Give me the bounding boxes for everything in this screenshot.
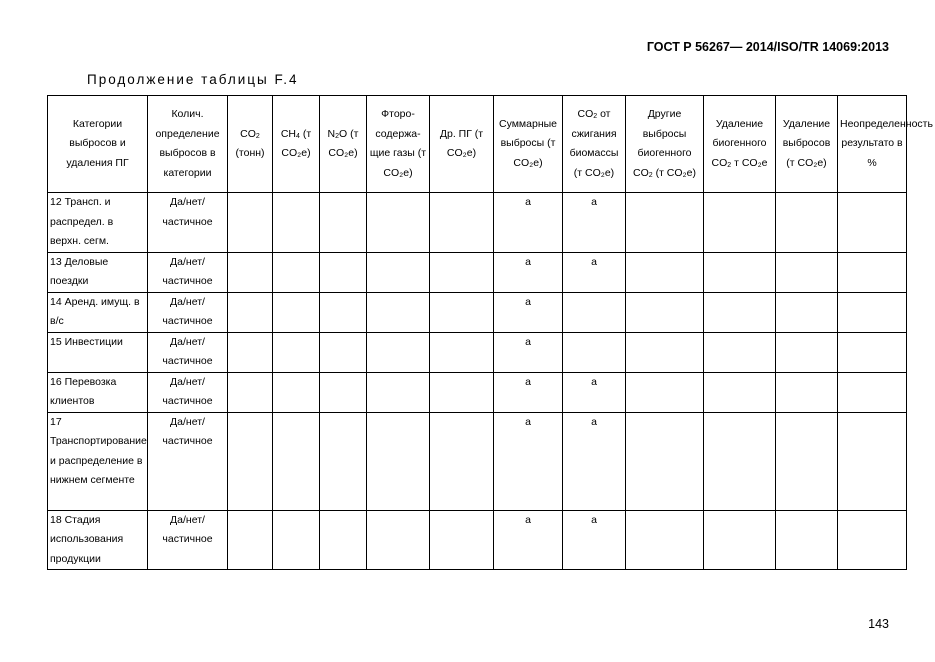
empty-cell [626,193,704,253]
column-header [228,96,273,193]
column-header-subscript: 2 [593,113,598,120]
empty-cell [430,252,494,292]
empty-cell [776,252,838,292]
empty-cell [838,412,907,510]
column-header-text: CO [240,127,256,140]
column-header [367,96,430,193]
empty-cell [228,412,273,510]
column-header-text: (т CO₂e) [652,166,696,179]
page-number: 143 [868,617,889,631]
empty-cell [228,292,273,332]
column-header [494,96,563,193]
biomass-cell [563,292,626,332]
column-header-text: Колич. определение выбросов в категории [155,108,220,179]
quantification-cell: Да/нет/ частичное [148,193,228,253]
empty-cell [704,510,776,570]
column-header-text: Удаление биогенного CO [711,117,767,169]
empty-cell [838,510,907,570]
empty-cell [320,332,367,372]
quantification-cell: Да/нет/ частичное [148,372,228,412]
column-header-text: Неопределенность результато в % [840,117,933,169]
category-cell: 14 Аренд. имущ. в в/с [48,292,148,332]
column-header [430,96,494,193]
empty-cell [367,332,430,372]
empty-cell [320,372,367,412]
empty-cell [776,292,838,332]
empty-cell [228,252,273,292]
quantification-cell: Да/нет/ частичное [148,292,228,332]
empty-cell [273,332,320,372]
column-header-text: Фторо-содержа-щие газы (т CO₂e) [369,108,427,179]
quantification-cell: Да/нет/ частичное [148,332,228,372]
empty-cell [626,252,704,292]
table-row [48,292,907,332]
empty-cell [430,193,494,253]
column-header-text: (тонн) [235,147,265,159]
biomass-cell: а [563,510,626,570]
category-cell: 17 Транспортирование и распределение в нижнем сегменте [48,412,148,510]
empty-cell [320,193,367,253]
empty-cell [626,372,704,412]
empty-cell [704,193,776,253]
empty-cell [367,510,430,570]
column-header-text: т CO₂e [731,156,768,169]
empty-cell [704,332,776,372]
column-header-text: Др. ПГ (т CO₂e) [439,127,484,159]
empty-cell [430,510,494,570]
column-header [704,96,776,193]
empty-cell [776,510,838,570]
empty-cell [838,372,907,412]
column-header [148,96,228,193]
table-row [48,332,907,372]
empty-cell [838,193,907,253]
empty-cell [430,332,494,372]
empty-cell [626,412,704,510]
total-emissions-cell: а [494,193,563,253]
column-header [48,96,148,193]
total-emissions-cell: а [494,292,563,332]
column-header-text: CH [280,127,297,140]
column-header-text: (т CO₂e) [281,127,312,159]
column-header-text: N [327,127,336,140]
empty-cell [776,332,838,372]
table-row [48,510,907,570]
column-header-text: от сжигания биомассы (т CO₂e) [569,108,619,179]
table-body [48,193,907,570]
biomass-cell: а [563,252,626,292]
empty-cell [626,510,704,570]
document-header: ГОСТ Р 56267— 2014/ISO/TR 14069:2013 [646,40,889,54]
total-emissions-cell: а [494,252,563,292]
empty-cell [776,412,838,510]
column-header-text: Другие выбросы биогенного CO [633,108,692,179]
column-header-text: CO [577,108,594,120]
column-header-subscript: 4 [296,132,300,140]
category-cell: 18 Стадия использования продукции [48,510,148,570]
empty-cell [626,292,704,332]
column-header [273,96,320,193]
quantification-cell: Да/нет/ частичное [148,510,228,570]
column-header-text: Удаление выбросов (т CO₂e) [782,117,831,169]
category-cell: 13 Деловые поездки [48,252,148,292]
empty-cell [367,412,430,510]
emissions-table [47,95,933,570]
empty-cell [704,252,776,292]
category-cell: 12 Трансп. и распредел. в верхн. сегм. [48,193,148,253]
empty-cell [320,510,367,570]
empty-cell [228,372,273,412]
column-header-subscript: 2 [335,132,340,140]
column-header-text: Суммарные выбросы (т CO₂e) [498,117,558,169]
column-header [563,96,626,193]
empty-cell [320,292,367,332]
empty-cell [228,332,273,372]
empty-cell [273,510,320,570]
empty-cell [367,372,430,412]
empty-cell [430,412,494,510]
empty-cell [704,412,776,510]
empty-cell [838,292,907,332]
empty-cell [228,510,273,570]
biomass-cell [563,332,626,372]
empty-cell [367,292,430,332]
biomass-cell: а [563,372,626,412]
empty-cell [320,252,367,292]
quantification-cell: Да/нет/ частичное [148,252,228,292]
total-emissions-cell: а [494,412,563,510]
empty-cell [273,292,320,332]
total-emissions-cell: а [494,510,563,570]
biomass-cell: а [563,412,626,510]
empty-cell [776,372,838,412]
table-row [48,252,907,292]
column-header [838,96,933,193]
column-header-subscript: 2 [648,171,653,179]
category-cell: 16 Перевозка клиентов [48,372,148,412]
total-emissions-cell: а [494,372,563,412]
empty-cell [273,193,320,253]
empty-cell [367,252,430,292]
empty-cell [704,372,776,412]
table-continuation-label: Продолжение таблицы F.4 [87,72,299,87]
column-header [776,96,838,193]
table-header-row [48,96,907,193]
empty-cell [704,292,776,332]
column-header [626,96,704,193]
column-header-subscript: 2 [255,132,260,140]
column-header-subscript: 2 [727,161,732,169]
empty-cell [228,193,273,253]
column-header-text: Категории выбросов и удаления ПГ [66,117,129,169]
empty-cell [838,252,907,292]
empty-cell [273,412,320,510]
table-row [48,372,907,412]
table-row [48,193,907,253]
column-header-text: O (т CO₂e) [328,127,359,159]
empty-cell [776,193,838,253]
empty-cell [320,412,367,510]
category-cell: 15 Инвестиции [48,332,148,372]
empty-cell [273,372,320,412]
empty-cell [430,292,494,332]
empty-cell [367,193,430,253]
column-header [320,96,367,193]
total-emissions-cell: а [494,332,563,372]
empty-cell [838,332,907,372]
biomass-cell: а [563,193,626,253]
table-row [48,412,907,510]
empty-cell [430,372,494,412]
quantification-cell: Да/нет/ частичное [148,412,228,510]
empty-cell [626,332,704,372]
empty-cell [273,252,320,292]
